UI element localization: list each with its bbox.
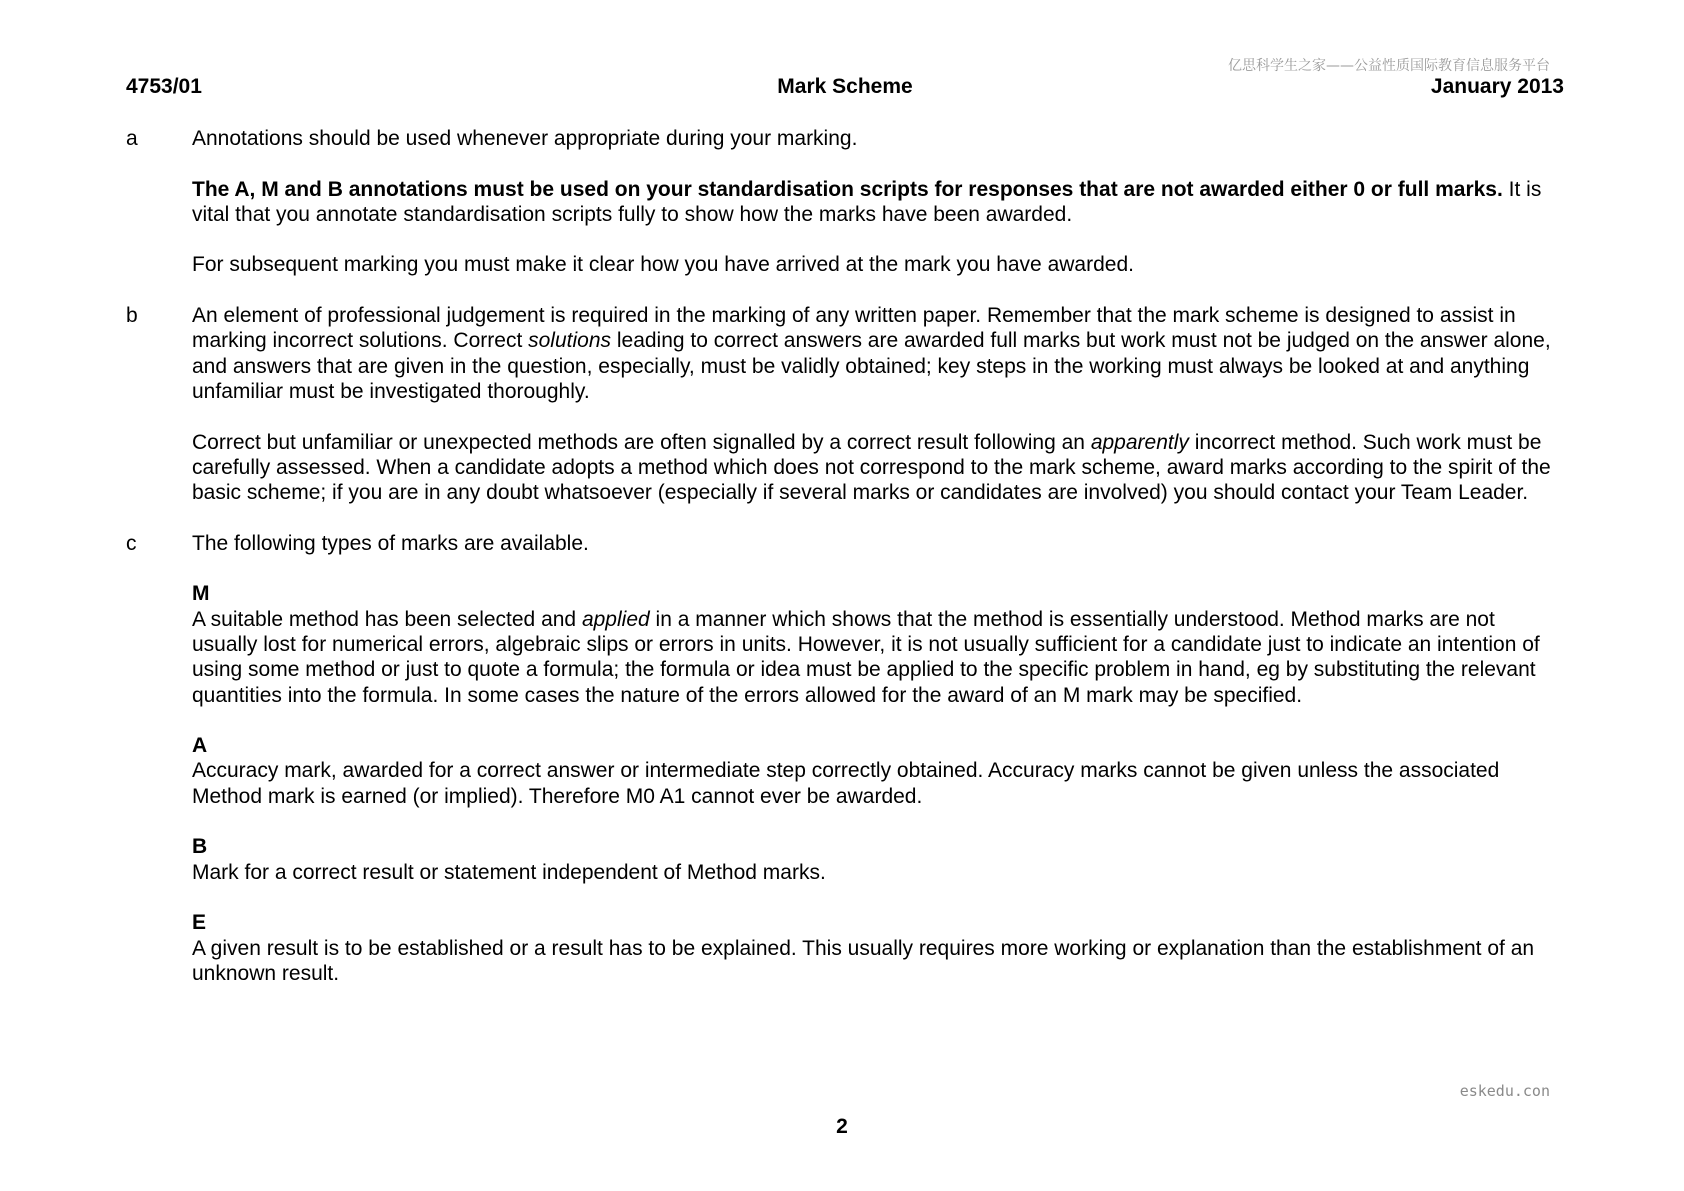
section-a-bold-text: The A, M and B annotations must be used on your standardisation scripts for responses that are not awarded either 0 or full marks. (192, 177, 1503, 201)
section-a-paragraph-1: Annotations should be used whenever appropriate during your marking. (192, 127, 858, 150)
section-c-intro: The following types of marks are available. (192, 531, 589, 555)
exam-date: January 2013 (1430, 75, 1564, 98)
m-desc-part-a: A suitable method has been selected and (192, 607, 582, 631)
section-a (126, 126, 1556, 278)
section-b-p2-emphasis: apparently (1090, 430, 1189, 454)
mark-type-e-heading: E (192, 911, 207, 935)
mark-type-a-description: Accuracy mark, awarded for a correct answer or intermediate step correctly obtained. Accuracy marks cannot be given unless the associated Method mark is earned (or implied). Therefore M0 A1 cannot ever be awarded. (192, 759, 1500, 808)
section-b-p2-part-a: Correct but unfamiliar or unexpected methods are often signalled by a correct result following an (192, 430, 1091, 454)
m-desc-part-b: in a manner which shows that the method is essentially understood. Method marks are not usually lost for numerical errors, algebraic slips or errors in units. However, it is not usually sufficient for a candidate just to indicate an intention of using some method or just to quote a formula; the formula or idea must be applied to the specific problem in hand, eg by substituting the relevant quantities into the formula. In some cases the nature of the errors allowed for the award of an M mark may be specified. (192, 607, 1540, 707)
mark-type-a-heading: A (192, 734, 208, 758)
section-label-b: b (126, 304, 138, 328)
section-label-c: c (126, 531, 137, 555)
section-label-a: a (126, 127, 138, 150)
section-c (126, 531, 1556, 986)
section-b-p2-part-b: incorrect method. Such work must be carefully assessed. When a candidate adopts a method which does not correspond to the mark scheme, award marks according to the spirit of the basic scheme; if you are in any doubt whatsoever (especially if several marks or candidates are involved) you should contact your Team Leader. (192, 430, 1551, 505)
watermark-top: 亿思科学生之家——公益性质国际教育信息服务平台 (1228, 58, 1550, 74)
section-a-paragraph-2-rest: It is vital that you annotate standardisation scripts fully to show how the marks have been awarded. (192, 177, 1542, 226)
section-a-paragraph-3: For subsequent marking you must make it clear how you have arrived at the mark you have awarded. (192, 253, 1134, 277)
mark-type-b-description: Mark for a correct result or statement independent of Method marks. (192, 860, 826, 884)
page-number: 2 (836, 1115, 848, 1138)
section-b-p1-part-b: leading to correct answers are awarded full marks but work must not be judged on the answer alone, and answers that are given in the question, especially, must be validly obtained; key steps in the working must always be looked at and anything unfamiliar must be investigated thoroughly. (192, 329, 1551, 403)
paper-code: 4753/01 (126, 75, 202, 98)
m-desc-emphasis: applied (581, 607, 650, 631)
mark-type-b-heading: B (192, 835, 208, 859)
mark-type-m-description (192, 607, 1556, 708)
document-body (126, 126, 1556, 1011)
section-b-p1-part-a: An element of professional judgement is required in the marking of any written paper. Remember that the mark scheme is designed to assist in marking incorrect solutions. Correct (192, 304, 1516, 353)
section-b (126, 303, 1556, 505)
mark-type-m-heading: M (192, 582, 210, 606)
section-b-paragraph-2 (192, 430, 1556, 506)
mark-type-e-description: A given result is to be established or a result has to be explained. This usually requires more working or explanation than the establishment of an unknown result. (192, 936, 1535, 985)
page-title: Mark Scheme (777, 75, 913, 98)
watermark-bottom: eskedu.con (1459, 1082, 1550, 1100)
section-b-p1-emphasis: solutions (528, 329, 612, 353)
page-header (126, 75, 1564, 103)
section-b-paragraph-1 (192, 303, 1556, 404)
section-a-paragraph-2 (192, 177, 1556, 228)
